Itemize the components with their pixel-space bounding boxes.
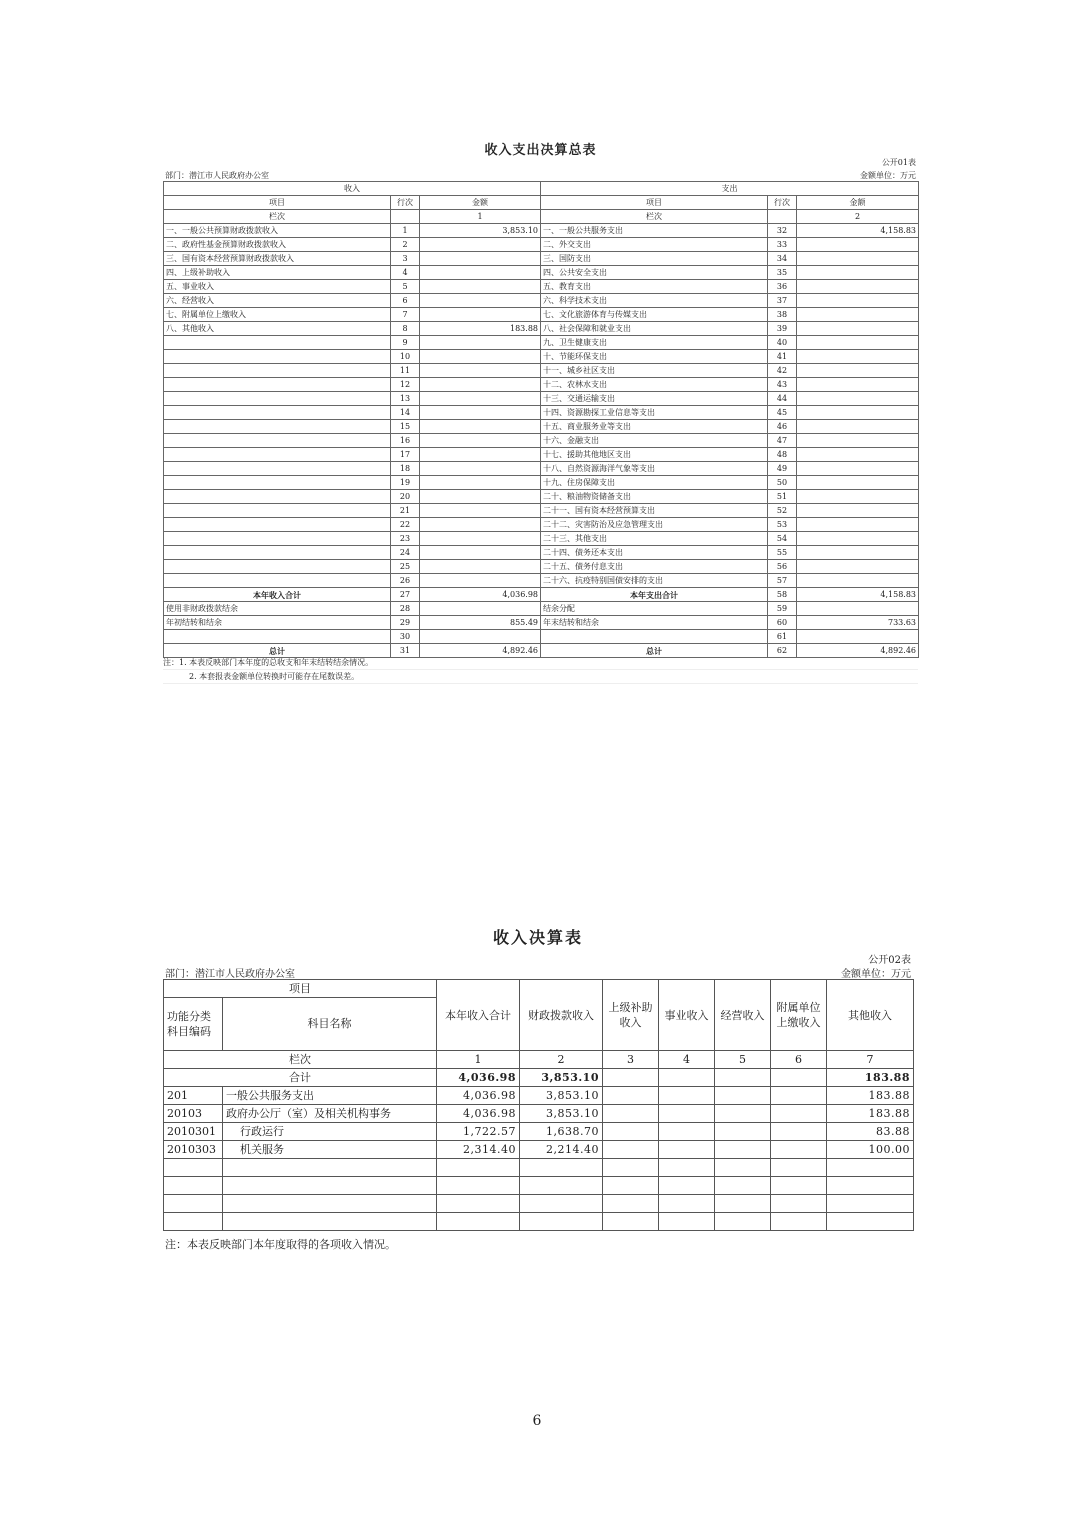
table1-cell-out-amt xyxy=(797,574,919,588)
table2-cell-name: 行政运行 xyxy=(223,1123,437,1141)
table1-row xyxy=(164,630,919,644)
table1-cell-out-item: 二十五、债务付息支出 xyxy=(541,560,768,574)
table1-cell-in-no: 15 xyxy=(391,420,420,434)
col-item: 项目 xyxy=(541,196,768,210)
table2-cell-name: 一般公共服务支出 xyxy=(223,1087,437,1105)
table1-cell-out-no: 41 xyxy=(768,350,797,364)
lanci-6: 6 xyxy=(771,1051,827,1069)
table1-cell-in-no: 1 xyxy=(391,224,420,238)
table1-cell-in-amt xyxy=(420,504,541,518)
table1-cell-in-amt xyxy=(420,350,541,364)
table1-cell-out-amt: 733.63 xyxy=(797,616,919,630)
table1-cell-out-no: 32 xyxy=(768,224,797,238)
table1-cell-out-item: 一、一般公共服务支出 xyxy=(541,224,768,238)
h-fiscal: 财政拨款收入 xyxy=(520,980,603,1051)
table1-cell-out-no: 59 xyxy=(768,602,797,616)
table1-cell-out-no: 34 xyxy=(768,252,797,266)
table2-cell-total: 1,722.57 xyxy=(437,1123,520,1141)
table1-row xyxy=(164,602,919,616)
table1-cell-in-item xyxy=(164,476,391,490)
table1-cell-out-no: 61 xyxy=(768,630,797,644)
table1-row xyxy=(164,560,919,574)
sum-fiscal: 3,853.10 xyxy=(520,1069,603,1087)
table1-row xyxy=(164,532,919,546)
table1-row xyxy=(164,420,919,434)
table1-cell-in-item xyxy=(164,420,391,434)
table1-cell-out-item: 十四、资源勘探工业信息等支出 xyxy=(541,406,768,420)
table2-row xyxy=(164,1123,914,1141)
table1-cell-out-no: 50 xyxy=(768,476,797,490)
table1-cell-out-item: 二十四、债务还本支出 xyxy=(541,546,768,560)
table1-cell-in-amt xyxy=(420,364,541,378)
col-row: 行次 xyxy=(768,196,797,210)
table1-cell-in-amt xyxy=(420,476,541,490)
table2-cell-fiscal: 3,853.10 xyxy=(520,1105,603,1123)
table1-cell-out-amt xyxy=(797,602,919,616)
table1-cell-out-item: 十六、金融支出 xyxy=(541,434,768,448)
h-operating: 经营收入 xyxy=(715,980,771,1051)
table1-row xyxy=(164,238,919,252)
table1-row xyxy=(164,462,919,476)
table1-cell-out-amt xyxy=(797,560,919,574)
table1-cell-out-no: 43 xyxy=(768,378,797,392)
table1-cell-in-amt xyxy=(420,280,541,294)
table1-cell-in-amt: 3,853.10 xyxy=(420,224,541,238)
table1-cell-in-amt xyxy=(420,602,541,616)
table1-cell-out-item: 五、教育支出 xyxy=(541,280,768,294)
h-total: 本年收入合计 xyxy=(437,980,520,1051)
table1-cell-in-no: 30 xyxy=(391,630,420,644)
table1-cell-out-no: 47 xyxy=(768,434,797,448)
table1-cell-in-no: 27 xyxy=(391,588,420,602)
table2-cell-other: 100.00 xyxy=(827,1141,914,1159)
table1-cell-out-item: 十五、商业服务业等支出 xyxy=(541,420,768,434)
table2-body xyxy=(164,1087,914,1231)
table1-cell-out-item: 二十一、国有资本经营预算支出 xyxy=(541,504,768,518)
table1-cell-in-amt xyxy=(420,336,541,350)
table1-cell-in-no: 3 xyxy=(391,252,420,266)
table1-cell-in-item xyxy=(164,462,391,476)
table1-row xyxy=(164,546,919,560)
table1-cell-in-no: 14 xyxy=(391,406,420,420)
page-number: 6 xyxy=(532,1413,542,1429)
table1-row xyxy=(164,434,919,448)
table1-cell-out-amt xyxy=(797,462,919,476)
table1-cell-out-amt xyxy=(797,490,919,504)
income-header: 收入 xyxy=(164,182,541,196)
table1-cell-in-item: 六、经营收入 xyxy=(164,294,391,308)
table1-cell-in-amt xyxy=(420,434,541,448)
table1-cell-in-item xyxy=(164,434,391,448)
lanci-5: 5 xyxy=(715,1051,771,1069)
table1-cell-in-no: 26 xyxy=(391,574,420,588)
table1-cell-out-no: 39 xyxy=(768,322,797,336)
lanci-label: 栏次 xyxy=(164,210,391,224)
table1-cell-out-amt xyxy=(797,476,919,490)
table1-cell-out-item: 二十、粮油物资储备支出 xyxy=(541,490,768,504)
table1-cell-out-amt xyxy=(797,434,919,448)
table1-cell-in-amt xyxy=(420,630,541,644)
lanci-4: 4 xyxy=(659,1051,715,1069)
table1-cell-in-amt xyxy=(420,420,541,434)
table1-cell-in-item xyxy=(164,518,391,532)
table1-cell-out-amt xyxy=(797,336,919,350)
sum-label: 合计 xyxy=(164,1069,437,1087)
table1-cell-in-no: 29 xyxy=(391,616,420,630)
table1-cell-out-no: 60 xyxy=(768,616,797,630)
table1-cell-out-amt xyxy=(797,406,919,420)
table2-cell-code: 20103 xyxy=(164,1105,223,1123)
table1-cell-out-amt xyxy=(797,392,919,406)
table1-cell-in-amt xyxy=(420,532,541,546)
lanci-in: 1 xyxy=(420,210,541,224)
table1-cell-out-no: 55 xyxy=(768,546,797,560)
lanci-label: 栏次 xyxy=(164,1051,437,1069)
table1-cell-out-no: 53 xyxy=(768,518,797,532)
h-other: 其他收入 xyxy=(827,980,914,1051)
lanci-7: 7 xyxy=(827,1051,914,1069)
table1-cell-out-no: 56 xyxy=(768,560,797,574)
sum-row xyxy=(164,1069,914,1087)
table1-cell-in-no: 9 xyxy=(391,336,420,350)
table1-row xyxy=(164,588,919,602)
table1-cell-out-no: 52 xyxy=(768,504,797,518)
table1-cell-out-amt xyxy=(797,448,919,462)
table2-cell-fiscal: 1,638.70 xyxy=(520,1123,603,1141)
table1-cell-out-no: 40 xyxy=(768,336,797,350)
table1-cell-in-no: 28 xyxy=(391,602,420,616)
table1-cell-in-item: 八、其他收入 xyxy=(164,322,391,336)
col-item: 项目 xyxy=(164,196,391,210)
table1-cell-in-no: 7 xyxy=(391,308,420,322)
table1-cell-in-item xyxy=(164,392,391,406)
col-amount: 金额 xyxy=(420,196,541,210)
table2-empty-row xyxy=(164,1195,914,1213)
lanci-3: 3 xyxy=(603,1051,659,1069)
table1-cell-in-no: 11 xyxy=(391,364,420,378)
table1-cell-in-no: 10 xyxy=(391,350,420,364)
table1-cell-out-amt xyxy=(797,364,919,378)
table1-cell-out-no: 38 xyxy=(768,308,797,322)
table1-cell-out-item: 十七、援助其他地区支出 xyxy=(541,448,768,462)
table1-cell-in-amt: 4,036.98 xyxy=(420,588,541,602)
table1-cell-in-amt xyxy=(420,448,541,462)
sum-other: 183.88 xyxy=(827,1069,914,1087)
table1-cell-out-item: 二十二、灾害防治及应急管理支出 xyxy=(541,518,768,532)
table1-row xyxy=(164,616,919,630)
table1-row xyxy=(164,322,919,336)
table1-cell-out-amt xyxy=(797,546,919,560)
table2-dept: 部门：潜江市人民政府办公室 xyxy=(165,969,295,980)
table1-cell-out-item: 结余分配 xyxy=(541,602,768,616)
table1-row xyxy=(164,294,919,308)
table1-cell-in-item: 二、政府性基金预算财政拨款收入 xyxy=(164,238,391,252)
sum-total: 4,036.98 xyxy=(437,1069,520,1087)
table1-cell-in-no: 23 xyxy=(391,532,420,546)
table1-row xyxy=(164,406,919,420)
table1-cell-in-amt xyxy=(420,490,541,504)
table1-cell-out-no: 35 xyxy=(768,266,797,280)
table1-cell-in-amt xyxy=(420,560,541,574)
table2-unit: 金额单位：万元 xyxy=(841,969,911,980)
table1-cell-out-item: 二、外交支出 xyxy=(541,238,768,252)
table2-cell-code: 201 xyxy=(164,1087,223,1105)
table1-cell-in-no: 20 xyxy=(391,490,420,504)
table1-cell-in-item xyxy=(164,574,391,588)
table1-cell-in-amt: 855.49 xyxy=(420,616,541,630)
table1-cell-out-no: 62 xyxy=(768,644,797,658)
table1-row xyxy=(164,336,919,350)
table1-cell-in-item: 总计 xyxy=(164,644,391,658)
table1-cell-out-amt xyxy=(797,518,919,532)
table1-cell-in-item xyxy=(164,560,391,574)
table1-row xyxy=(164,252,919,266)
table1-row xyxy=(164,364,919,378)
table1-cell-in-no: 6 xyxy=(391,294,420,308)
table1-cell-out-no: 48 xyxy=(768,448,797,462)
table1-cell-out-amt xyxy=(797,378,919,392)
table1-row xyxy=(164,266,919,280)
h-upper: 上级补助收入 xyxy=(603,980,659,1051)
table1-cell-out-item: 十八、自然资源海洋气象等支出 xyxy=(541,462,768,476)
table1-cell-out-no: 37 xyxy=(768,294,797,308)
table1-cell-in-no: 13 xyxy=(391,392,420,406)
table1-cell-in-item: 七、附属单位上缴收入 xyxy=(164,308,391,322)
h-code: 功能分类科目编码 xyxy=(164,998,223,1051)
table1-note-2: 2. 本套报表金额单位转换时可能存在尾数误差。 xyxy=(163,670,918,684)
table1-cell-in-item xyxy=(164,406,391,420)
table1-cell-in-amt xyxy=(420,308,541,322)
table1-cell-out-amt xyxy=(797,294,919,308)
table1-cell-out-item: 十九、住房保障支出 xyxy=(541,476,768,490)
lanci-2: 2 xyxy=(520,1051,603,1069)
table1-cell-out-item: 四、公共安全支出 xyxy=(541,266,768,280)
table2-note: 注：本表反映部门本年度取得的各项收入情况。 xyxy=(165,1238,396,1251)
table1-cell-out-amt xyxy=(797,532,919,546)
table1-cell-in-no: 17 xyxy=(391,448,420,462)
table1-cell-out-amt xyxy=(797,322,919,336)
table1-row xyxy=(164,490,919,504)
table1-cell-in-item: 年初结转和结余 xyxy=(164,616,391,630)
table1-cell-in-item xyxy=(164,336,391,350)
table1-cell-out-item xyxy=(541,630,768,644)
table1-cell-out-item: 本年支出合计 xyxy=(541,588,768,602)
table1-cell-in-item xyxy=(164,490,391,504)
h-business: 事业收入 xyxy=(659,980,715,1051)
table2-empty-row xyxy=(164,1159,914,1177)
table1-row xyxy=(164,504,919,518)
table1-cell-out-amt xyxy=(797,308,919,322)
table2-cell-fiscal: 3,853.10 xyxy=(520,1087,603,1105)
table1-cell-out-amt: 4,158.83 xyxy=(797,224,919,238)
table1-cell-in-no: 8 xyxy=(391,322,420,336)
table1-cell-in-item xyxy=(164,546,391,560)
table1-cell-out-item: 二十三、其他支出 xyxy=(541,532,768,546)
table1-cell-in-item xyxy=(164,350,391,364)
table1-cell-out-item: 十二、农林水支出 xyxy=(541,378,768,392)
table1-cell-out-amt xyxy=(797,266,919,280)
table1-row xyxy=(164,448,919,462)
table1-cell-in-amt xyxy=(420,294,541,308)
table1-cell-out-no: 51 xyxy=(768,490,797,504)
table2-empty-row xyxy=(164,1177,914,1195)
table1-cell-out-amt: 4,158.83 xyxy=(797,588,919,602)
table1-cell-in-no: 24 xyxy=(391,546,420,560)
table1-cell-in-item xyxy=(164,364,391,378)
table1-cell-out-item: 六、科学技术支出 xyxy=(541,294,768,308)
table1-cell-in-amt xyxy=(420,266,541,280)
table1-code: 公开01表 xyxy=(881,158,916,167)
table1-cell-out-no: 44 xyxy=(768,392,797,406)
lanci-1: 1 xyxy=(437,1051,520,1069)
table1-cell-in-no: 25 xyxy=(391,560,420,574)
table1-cell-in-no: 31 xyxy=(391,644,420,658)
table1-cell-in-item xyxy=(164,448,391,462)
table2 xyxy=(163,979,914,1231)
table1-row xyxy=(164,280,919,294)
table1-cell-out-item: 十、节能环保支出 xyxy=(541,350,768,364)
table1-cell-in-item xyxy=(164,630,391,644)
table1-row xyxy=(164,224,919,238)
table1-cell-in-amt xyxy=(420,378,541,392)
table1-cell-in-no: 12 xyxy=(391,378,420,392)
table1-cell-in-amt: 4,892.46 xyxy=(420,644,541,658)
table1-cell-in-no: 18 xyxy=(391,462,420,476)
table1-cell-out-item: 十一、城乡社区支出 xyxy=(541,364,768,378)
table1-cell-in-item xyxy=(164,504,391,518)
table1-cell-out-amt xyxy=(797,504,919,518)
table1-cell-out-item: 八、社会保障和就业支出 xyxy=(541,322,768,336)
table1-cell-in-item xyxy=(164,532,391,546)
table1-cell-in-amt xyxy=(420,462,541,476)
table1-cell-out-item: 十三、交通运输支出 xyxy=(541,392,768,406)
table1-cell-in-no: 4 xyxy=(391,266,420,280)
lanci-label: 栏次 xyxy=(541,210,768,224)
table2-cell-other: 183.88 xyxy=(827,1087,914,1105)
table2-row xyxy=(164,1141,914,1159)
table1-cell-in-no: 21 xyxy=(391,504,420,518)
table1-cell-in-item: 本年收入合计 xyxy=(164,588,391,602)
table1-cell-out-amt xyxy=(797,630,919,644)
table1-cell-in-no: 19 xyxy=(391,476,420,490)
table1-row xyxy=(164,308,919,322)
table1-cell-out-amt xyxy=(797,238,919,252)
table1-cell-out-item: 年末结转和结余 xyxy=(541,616,768,630)
table1-row xyxy=(164,574,919,588)
table2-cell-other: 183.88 xyxy=(827,1105,914,1123)
table1 xyxy=(163,181,919,658)
table2-cell-name: 政府办公厅（室）及相关机构事务 xyxy=(223,1105,437,1123)
h-item: 项目 xyxy=(164,980,437,998)
h-name: 科目名称 xyxy=(223,998,437,1051)
table2-cell-code: 2010301 xyxy=(164,1123,223,1141)
table1-cell-in-no: 22 xyxy=(391,518,420,532)
table1-cell-out-amt xyxy=(797,350,919,364)
table1-cell-in-amt xyxy=(420,238,541,252)
table1-note-1: 注：1. 本表反映部门本年度的总收支和年末结转结余情况。 xyxy=(163,656,918,670)
table1-cell-out-amt xyxy=(797,252,919,266)
table1-cell-in-amt xyxy=(420,546,541,560)
table1-cell-out-amt xyxy=(797,420,919,434)
table2-row xyxy=(164,1087,914,1105)
table2-cell-total: 2,314.40 xyxy=(437,1141,520,1159)
table1-cell-out-amt: 4,892.46 xyxy=(797,644,919,658)
table2-cell-other: 83.88 xyxy=(827,1123,914,1141)
table1-cell-out-item: 二十六、抗疫特别国债安排的支出 xyxy=(541,574,768,588)
expense-header: 支出 xyxy=(541,182,919,196)
table1-cell-in-item: 三、国有资本经营预算财政拨款收入 xyxy=(164,252,391,266)
table1-cell-in-amt xyxy=(420,406,541,420)
table1-cell-in-no: 5 xyxy=(391,280,420,294)
table1-notes xyxy=(163,656,918,684)
table1-row xyxy=(164,378,919,392)
table1-cell-in-item xyxy=(164,378,391,392)
table1-row xyxy=(164,476,919,490)
table1-cell-in-amt xyxy=(420,252,541,266)
table1-cell-out-no: 46 xyxy=(768,420,797,434)
table2-cell-total: 4,036.98 xyxy=(437,1105,520,1123)
table1-cell-in-amt xyxy=(420,574,541,588)
table1-cell-out-no: 57 xyxy=(768,574,797,588)
table1-unit: 金额单位：万元 xyxy=(860,171,916,180)
table2-cell-total: 4,036.98 xyxy=(437,1087,520,1105)
table1-cell-in-amt: 183.88 xyxy=(420,322,541,336)
table2-empty-row xyxy=(164,1213,914,1231)
table2-cell-name: 机关服务 xyxy=(223,1141,437,1159)
table1-cell-in-no: 2 xyxy=(391,238,420,252)
col-row: 行次 xyxy=(391,196,420,210)
table1-title: 收入支出决算总表 xyxy=(484,143,597,158)
table1-body xyxy=(164,224,919,658)
table1-cell-in-item: 使用非财政拨款结余 xyxy=(164,602,391,616)
table1-cell-out-no: 45 xyxy=(768,406,797,420)
table1-row xyxy=(164,518,919,532)
lanci-out: 2 xyxy=(797,210,919,224)
table2-cell-code: 2010303 xyxy=(164,1141,223,1159)
h-affiliated: 附属单位上缴收入 xyxy=(771,980,827,1051)
table1-cell-out-item: 总计 xyxy=(541,644,768,658)
table1-cell-out-amt xyxy=(797,280,919,294)
table1-dept: 部门：潜江市人民政府办公室 xyxy=(165,171,269,180)
table1-cell-in-item: 一、一般公共预算财政拨款收入 xyxy=(164,224,391,238)
table1-cell-out-no: 42 xyxy=(768,364,797,378)
table2-cell-fiscal: 2,214.40 xyxy=(520,1141,603,1159)
table1-cell-in-item: 五、事业收入 xyxy=(164,280,391,294)
table1-row xyxy=(164,350,919,364)
table2-row xyxy=(164,1105,914,1123)
table1-cell-in-amt xyxy=(420,518,541,532)
table2-code: 公开02表 xyxy=(868,955,911,966)
table1-cell-out-no: 36 xyxy=(768,280,797,294)
table1-cell-out-no: 49 xyxy=(768,462,797,476)
table1-cell-in-no: 16 xyxy=(391,434,420,448)
table2-title: 收入决算表 xyxy=(492,928,583,947)
table1-cell-out-no: 54 xyxy=(768,532,797,546)
table1-row xyxy=(164,392,919,406)
col-amount: 金额 xyxy=(797,196,919,210)
table1-cell-out-no: 58 xyxy=(768,588,797,602)
table1-cell-out-item: 九、卫生健康支出 xyxy=(541,336,768,350)
table1-cell-in-item: 四、上级补助收入 xyxy=(164,266,391,280)
table1-cell-out-item: 七、文化旅游体育与传媒支出 xyxy=(541,308,768,322)
table1-cell-in-amt xyxy=(420,392,541,406)
table1-cell-out-item: 三、国防支出 xyxy=(541,252,768,266)
table1-cell-out-no: 33 xyxy=(768,238,797,252)
